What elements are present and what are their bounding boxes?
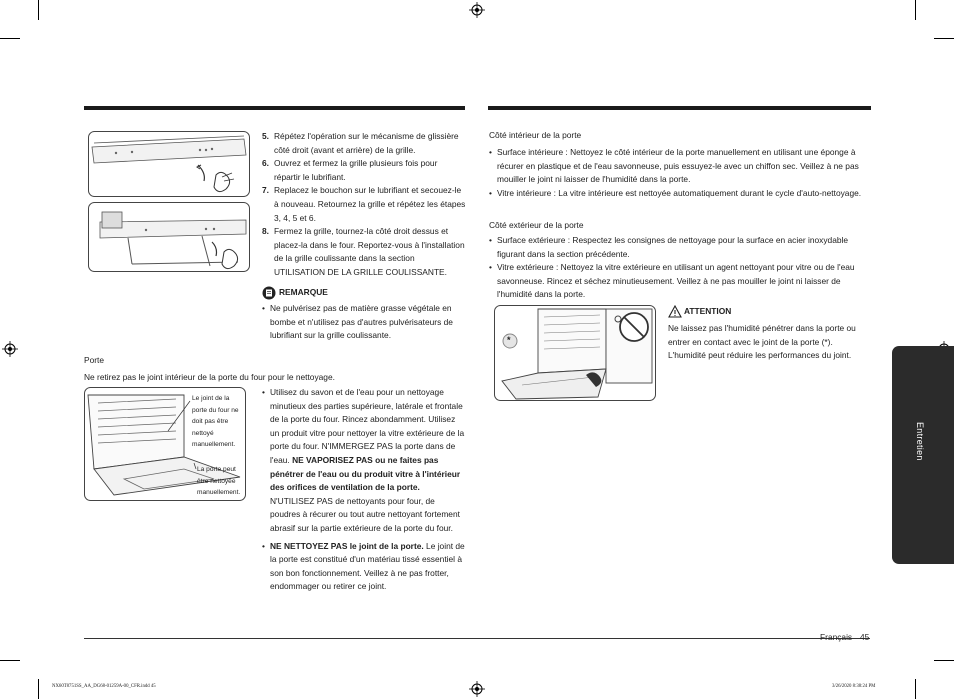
oven-open-illustration <box>494 305 656 401</box>
crop-mark <box>934 660 954 661</box>
file-slug: NX60T8751SS_AA_DG68-01259A-00_CFR.indd 45 <box>52 684 156 689</box>
figure-label-door: La porte peut être nettoyée manuellement. <box>197 466 241 497</box>
porte-intro: Ne retirez pas le joint intérieur de la porte du four pour le nettoyage. <box>84 372 335 382</box>
list-item: • Vitre extérieure : Nettoyez la vitre extérieure en utilisant un agent nettoyant pour vitre ou de l'eau savonneuse. Rincez et séchez minutieusement. Veillez à ne pas mouiller le joint ni laisser de l'humidité dans la porte. <box>489 261 867 302</box>
crop-mark <box>0 38 20 39</box>
crop-mark <box>38 679 39 699</box>
step-item: 5. Répétez l'opération sur le mécanisme de glissière côté droit (avant et arrière) de la grille. <box>262 131 459 155</box>
list-item: • Surface extérieure : Respectez les consignes de nettoyage pour la surface en acier inoxydable figurant dans la section précédente. <box>489 234 867 261</box>
porte-bullets <box>262 386 466 594</box>
outer-door-bullets <box>489 234 867 302</box>
rack-illustration-2 <box>88 202 250 272</box>
registration-mark-icon <box>469 681 485 697</box>
warning-icon <box>668 305 682 318</box>
list-item: • Utilisez du savon et de l'eau pour un nettoyage minutieux des parties supérieure, latérale et frontale de la porte du four. Rincez abondamment. Utilisez un produit vitre pour nettoyer la vitre extérieure de la porte du four. N'IMMERGEZ PAS la porte dans de l'eau. NE VAPORISEZ PAS ou ne faites pas pénétrer de l'eau ou du produit vitre à l'intérieur des orifices de ventilation de la porte. N'UTILISEZ PAS de nettoyants pour four, de poudres à récurer ou tout autre nettoyant fortement abrasif sur la partie extérieure de la porte du four. <box>262 386 466 536</box>
rack-illustration-1 <box>88 131 250 197</box>
crop-mark <box>934 38 954 39</box>
page-number: 45 <box>860 632 870 642</box>
inner-door-bullets <box>489 146 867 200</box>
outer-door-title: Côté extérieur de la porte <box>489 220 584 230</box>
footer-language: Français <box>820 632 853 642</box>
figure-label-seal: Le joint de la porte du four ne doit pas être nettoyé manuellement. <box>192 395 239 449</box>
header-rule-right <box>488 106 871 110</box>
note-label: REMARQUE <box>279 287 328 297</box>
porte-title: Porte <box>84 355 105 365</box>
note-icon <box>262 286 276 300</box>
attention-label: ATTENTION <box>684 306 732 316</box>
registration-mark-icon <box>469 2 485 18</box>
section-tab: Entretien <box>892 346 954 564</box>
attention-text: Ne laissez pas l'humidité pénétrer dans la porte ou entrer en contact avec le joint de la porte (*). L'humidité peut réduire les performances du joint. <box>668 323 856 361</box>
list-item: • Surface intérieure : Nettoyez le côté intérieur de la porte manuellement en utilisant une éponge à récurer en plastique et de l'eau savonneuse, puis essuyez-le avec un chiffon sec. Veillez à ne pas mouiller le joint ni laisser de l'humidité dans la porte. <box>489 146 867 187</box>
list-item: • NE NETTOYEZ PAS le joint de la porte. Le joint de la porte est constitué d'un matériau tissé essentiel à son bon fonctionnement. Veillez à ne pas frotter, endommager ou retirer ce joint. <box>262 540 466 594</box>
steps-list <box>262 130 466 280</box>
inner-door-title: Côté intérieur de la porte <box>489 130 582 140</box>
crop-mark <box>38 0 39 20</box>
registration-mark-icon <box>2 341 18 357</box>
crop-mark <box>0 660 20 661</box>
file-timestamp: 3/26/2020 8:38:24 PM <box>832 684 876 689</box>
list-item: • Vitre intérieure : La vitre intérieure est nettoyée automatiquement durant le cycle d'auto-nettoyage. <box>489 187 867 201</box>
step-item: 6. Ouvrez et fermez la grille plusieurs fois pour répartir le lubrifiant. <box>262 158 438 182</box>
crop-mark <box>915 0 916 20</box>
seal-marker: * <box>507 335 511 345</box>
step-item: 8. Fermez la grille, tournez-la côté droit dessus et placez-la dans le four. Reportez-vous à l'installation de la grille coulissante dans la section UTILISATION DE LA GRILLE COULISSANTE. <box>262 226 465 277</box>
step-item: 7. Replacez le bouchon sur le lubrifiant et secouez-le à nouveau. Retournez la grille et répétez les étapes 3, 4, 5 et 6. <box>262 185 466 223</box>
note-text: • Ne pulvérisez pas de matière grasse végétale en bombe et n'utilisez pas d'autres pulvérisateurs de lubrifiant sur la grille coulissante. <box>262 302 462 343</box>
crop-mark <box>915 679 916 699</box>
footer-rule <box>84 638 870 639</box>
header-rule-left <box>84 106 465 110</box>
